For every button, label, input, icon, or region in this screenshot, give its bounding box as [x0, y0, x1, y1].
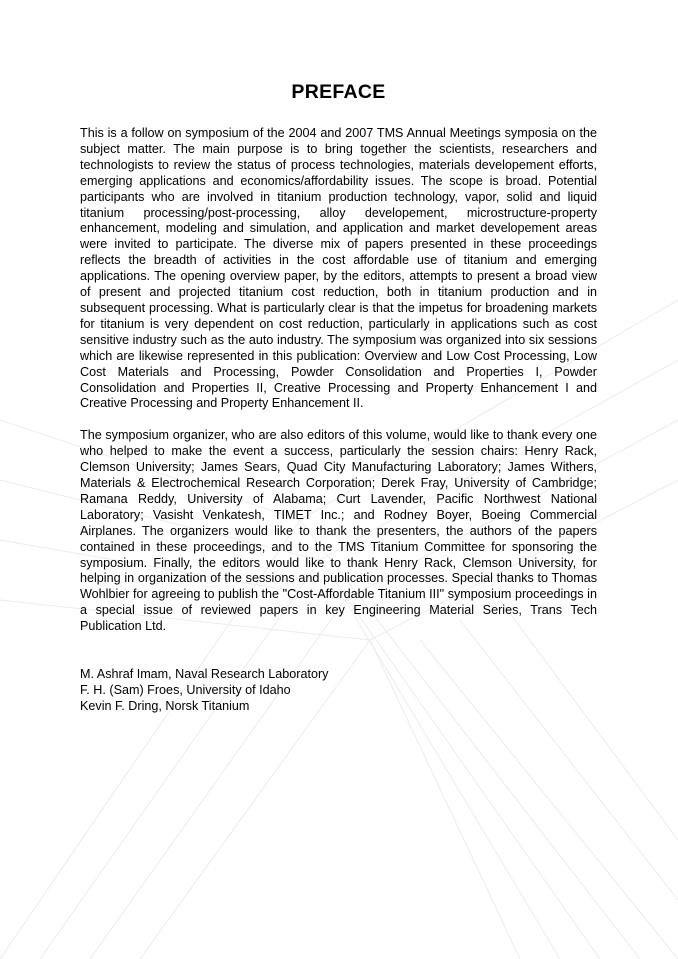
preface-paragraph: This is a follow on symposium of the 2004 and 2007 TMS Annual Meetings symposia on the subject matter. The main purpose is to bring together the scientists, researchers and technologists to review the status of process technologies, materials developement efforts, emerging applications and economics/affordability issues. The scope is broad. Potential participants who are involved in titanium production technology, vapor, solid and liquid titanium processing/post-processing, alloy developement, microstructure-property enhancement, modeling and simulation, and application and market developement areas were invited to participate. The diverse mix of papers presented in these proceedings reflects the breadth of activities in the cost affordable use of titanium and emerging applications. The opening overview paper, by the editors, attempts to present a broad view of present and projected titanium cost reduction, both in titanium production and in subsequent processing. What is particularly clear is that the impetus for broadening markets for titanium is very dependent on cost reduction, particularly in applications such as cost sensitive industry such as the auto industry. The symposium was organized into six sessions which are likewise represented in this publication: Overview and Low Cost Processing, Low Cost Materials and Processing, Powder Consolidation and Properties I, Powder Consolidation and Properties II, Creative Processing and Property Enhancement I and Creative Processing and Property Enhancement II.	[80, 126, 597, 411]
editor-name: M. Ashraf Imam, Naval Research Laboratory	[80, 667, 329, 682]
acknowledgements-paragraph: The symposium organizer, who are also editors of this volume, would like to thank every one who helped to make the event a success, particularly the session chairs: Henry Rack, Clemson University; James Sears, Quad City Manufacturing Laboratory; James Withers, Materials & Electrochemical Research Corporation; Derek Fray, University of Cambridge; Ramana Reddy, University of Alabama; Curt Lavender, Pacific Northwest National Laboratory; Vasisht Venkatesh, TIMET Inc.; and Rodney Boyer, Boeing Commercial Airplanes. The organizers would like to thank the presenters, the authors of the papers contained in these proceedings, and to the TMS Titanium Committee for sponsoring the symposium. Finally, the editors would like to thank Henry Rack, Clemson University, for helping in organization of the sessions and publication processes. Special thanks to Thomas Wohlbier for agreeing to publish the "Cost-Affordable Titanium III" symposium proceedings in a special issue of reviewed papers in key Engineering Material Series, Trans Tech Publication Ltd.	[80, 428, 597, 634]
editor-name: F. H. (Sam) Froes, University of Idaho	[80, 683, 291, 697]
editors-list	[80, 667, 597, 715]
editor-name: Kevin F. Dring, Norsk Titanium	[80, 698, 250, 713]
preface-page	[80, 79, 597, 715]
page-title: PREFACE	[291, 81, 386, 103]
